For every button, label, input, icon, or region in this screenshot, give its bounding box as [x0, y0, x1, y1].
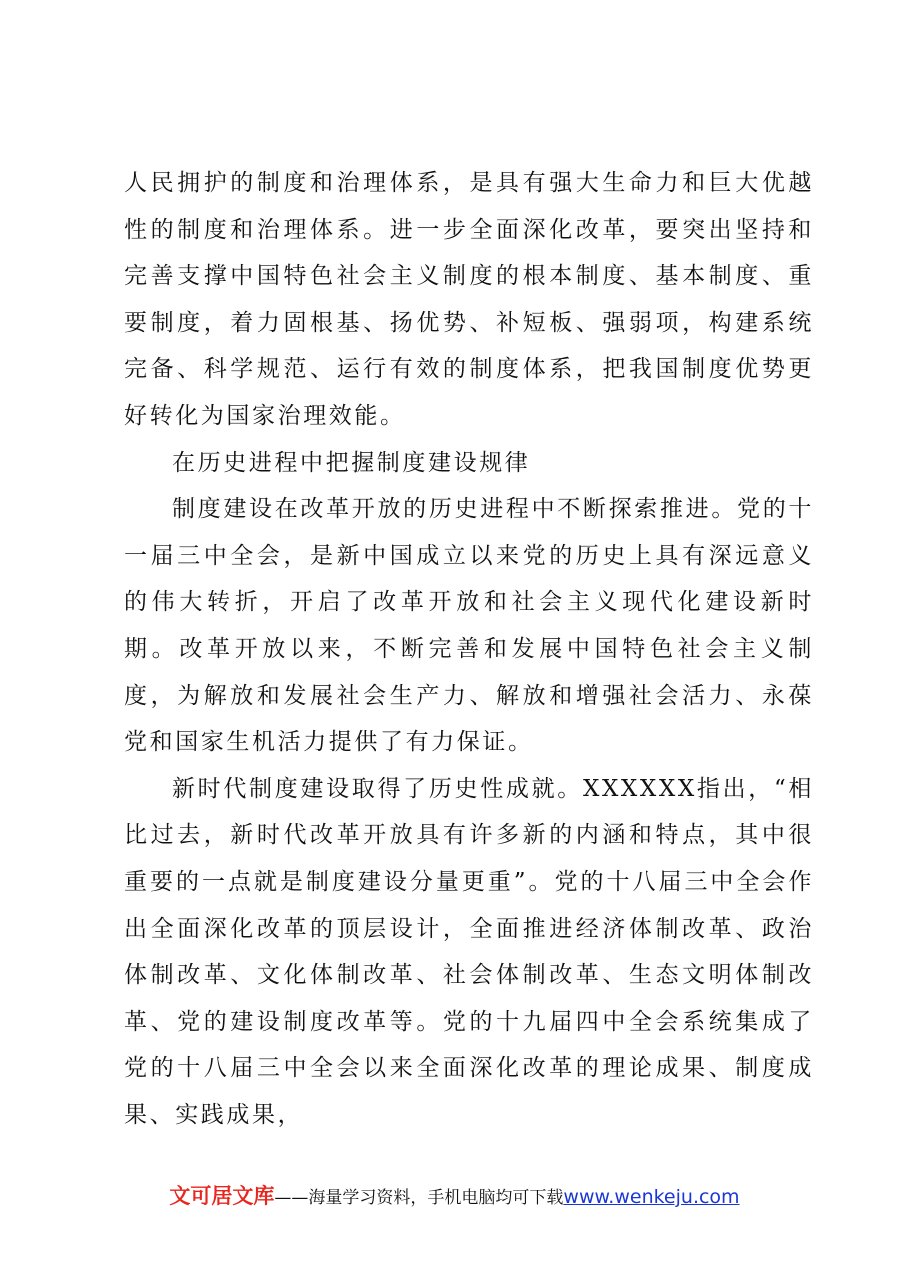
footer-banner [0, 1180, 909, 1210]
footer-brand: 文可居文库 [169, 1184, 275, 1208]
footer-tagline: ——海量学习资料，手机电脑均可下载 [274, 1188, 564, 1208]
paragraph: 制度建设在改革开放的历史进程中不断探索推进。党的十一届三中全会，是新中国成立以来党的历史上具有深远意义的伟大转折，开启了改革开放和社会主义现代化建设新时期。改革开放以来，不断完善和发展中国特色社会主义制度，为解放和发展社会生产力、解放和增强社会活力、永葆党和国家生机活力提供了有力保证。 [124, 496, 814, 756]
footer-link[interactable]: www.wenkeju.com [563, 1186, 740, 1208]
paragraph-continuation: 人民拥护的制度和治理体系，是具有强大生命力和巨大优越性的制度和治理体系。进一步全面深化改革，要突出坚持和完善支撑中国特色社会主义制度的根本制度、基本制度、重要制度，着力固根基、扬优势、补短板、强弱项，构建系统完备、科学规范、运行有效的制度体系，把我国制度优势更好转化为国家治理效能。 [124, 170, 814, 429]
paragraph: 新时代制度建设取得了历史性成就。XXXXXX指出，“相比过去，新时代改革开放具有许多新的内涵和特点，其中很重要的一点就是制度建设分量更重”。党的十八届三中全会作出全面深化改革的顶层设计，全面推进经济体制改革、政治体制改革、文化体制改革、社会体制改革、生态文明体制改革、党的建设制度改革等。党的十九届四中全会系统集成了党的十八届三中全会以来全面深化改革的理论成果、制度成果、实践成果， [124, 775, 814, 1128]
document-body [124, 160, 814, 1138]
section-heading: 在历史进程中把握制度建设规律 [172, 449, 531, 476]
